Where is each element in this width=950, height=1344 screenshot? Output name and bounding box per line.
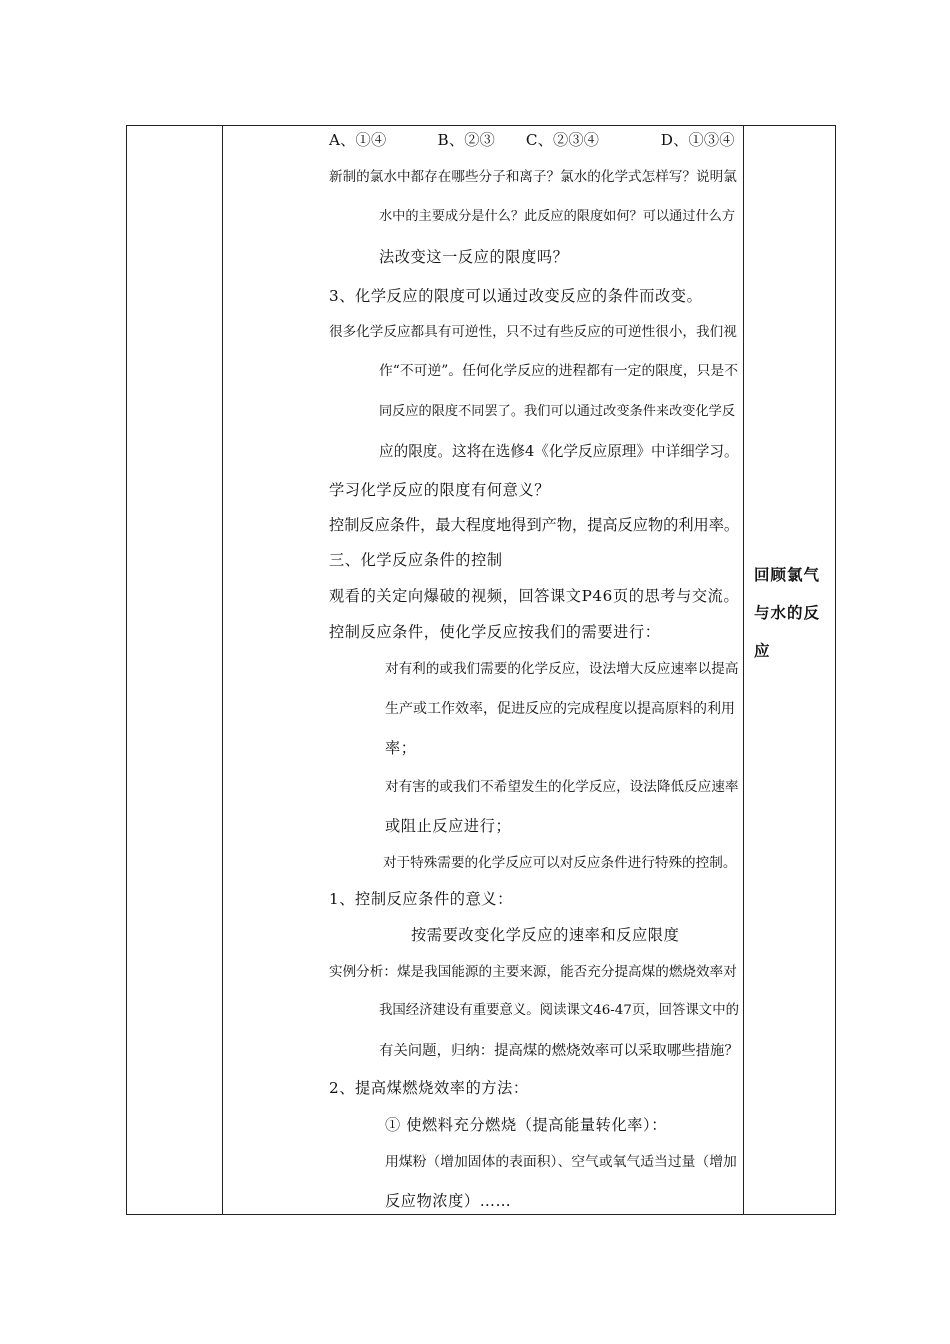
significance-question: 学习化学反应的限度有何意义？ xyxy=(329,481,551,499)
beneficial-line-1: 对有利的或我们需要的化学反应，设法增大反应速率以提高 xyxy=(385,661,739,677)
case-analysis-line-2: 我国经济建设有重要意义。阅读课文46-47页，回答课文中的 xyxy=(379,1003,739,1018)
point-1-content: 按需要改变化学反应的速率和反应限度 xyxy=(411,926,680,944)
case-analysis-line-3: 有关问题，归纳：提高煤的燃烧效率可以采取哪些措施？ xyxy=(379,1043,739,1059)
point-1-heading: 1、控制反应条件的意义： xyxy=(329,890,513,908)
side-note: 回顾氯气与水的反应 xyxy=(754,566,821,660)
main-content-cell xyxy=(223,126,744,1215)
harmful-line-2: 或阻止反应进行； xyxy=(385,817,512,835)
reversibility-line-1: 很多化学反应都具有可逆性，只不过有些反应的可逆性很小，我们视 xyxy=(329,324,737,340)
reversibility-line-3: 同反应的限度不同罢了。我们可以通过改变条件来改变化学反 xyxy=(379,404,736,419)
significance-answer: 控制反应条件，最大程度地得到产物，提高反应物的利用率。 xyxy=(329,516,740,534)
left-column-cell xyxy=(127,126,223,1215)
reversibility-line-2: 作“不可逆”。任何化学反应的进程都有一定的限度，只是不 xyxy=(379,363,739,379)
answer-options-line: A、①④ B、②③ C、②③④ D、①③④ xyxy=(329,131,735,149)
beneficial-line-2: 生产或工作效率，促进反应的完成程度以提高原料的利用 xyxy=(385,701,735,717)
method-1-line-2: 反应物浓度）…… xyxy=(385,1192,512,1210)
right-note-cell xyxy=(744,126,836,1215)
method-1-heading: ① 使燃料充分燃烧（提高能量转化率）： xyxy=(385,1116,668,1134)
beneficial-line-3: 率； xyxy=(385,739,417,757)
case-analysis-line-1: 实例分析：煤是我国能源的主要来源，能否充分提高煤的燃烧效率对 xyxy=(329,964,737,980)
point-3-heading: 3、化学反应的限度可以通过改变反应的条件而改变。 xyxy=(329,287,703,305)
method-1-line-1: 用煤粉（增加固体的表面积）、空气或氧气适当过量（增加 xyxy=(385,1154,737,1170)
video-instruction: 观看的关定向爆破的视频，回答课文P46页的思考与交流。 xyxy=(329,587,740,605)
point-2-heading: 2、提高煤燃烧效率的方法： xyxy=(329,1079,529,1097)
question-line-2: 水中的主要成分是什么？此反应的限度如何？可以通过什么方 xyxy=(379,209,736,224)
harmful-line-1: 对有害的或我们不希望发生的化学反应，设法降低反应速率 xyxy=(385,779,739,795)
lesson-table xyxy=(126,125,836,1215)
question-line-3: 法改变这一反应的限度吗？ xyxy=(379,248,569,266)
reversibility-line-4: 应的限度。这将在选修4《化学反应原理》中详细学习。 xyxy=(379,443,739,460)
special-control-line: 对于特殊需要的化学反应可以对反应条件进行特殊的控制。 xyxy=(383,855,737,871)
section-3-heading: 三、化学反应条件的控制 xyxy=(329,551,503,569)
question-line-1: 新制的氯水中都存在哪些分子和离子？氯水的化学式怎样写？说明氯 xyxy=(329,169,737,185)
control-intro: 控制反应条件，使化学反应按我们的需要进行： xyxy=(329,623,661,641)
